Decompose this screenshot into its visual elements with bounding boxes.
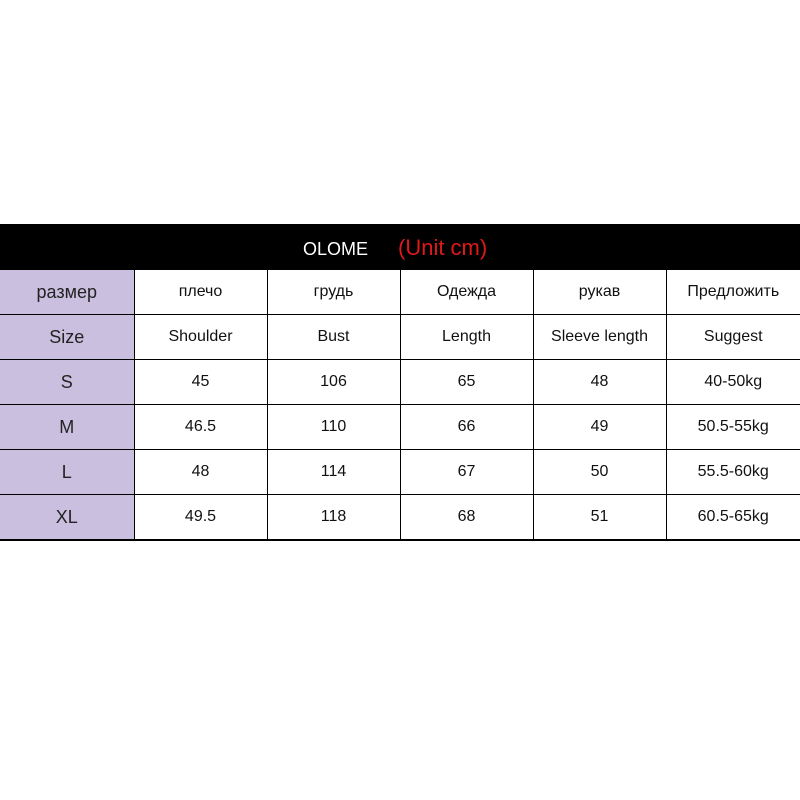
- table-cell: Bust: [267, 315, 400, 360]
- table-cell: 65: [400, 360, 533, 405]
- table-cell: M: [0, 405, 134, 450]
- table-cell: 48: [533, 360, 666, 405]
- table-cell: рукав: [533, 270, 666, 315]
- table-row-size-xl: [0, 495, 800, 541]
- size-table: [0, 270, 800, 541]
- table-cell: 50.5-55kg: [666, 405, 800, 450]
- table-cell: 66: [400, 405, 533, 450]
- table-cell: 49: [533, 405, 666, 450]
- brand-name: OLOME: [303, 239, 369, 259]
- table-cell: Length: [400, 315, 533, 360]
- table-cell: Предложить: [666, 270, 800, 315]
- table-cell: S: [0, 360, 134, 405]
- table-cell: 40-50kg: [666, 360, 800, 405]
- table-cell: 67: [400, 450, 533, 495]
- table-cell: Одежда: [400, 270, 533, 315]
- table-cell: 68: [400, 495, 533, 541]
- title-bar: [0, 224, 800, 270]
- table-row-russian-header: [0, 270, 800, 315]
- table-cell: грудь: [267, 270, 400, 315]
- table-cell: Size: [0, 315, 134, 360]
- table-cell: 50: [533, 450, 666, 495]
- unit-label: (Unit cm): [398, 235, 488, 260]
- table-cell: 60.5-65kg: [666, 495, 800, 541]
- table-cell: Suggest: [666, 315, 800, 360]
- table-cell: 114: [267, 450, 400, 495]
- table-cell: 110: [267, 405, 400, 450]
- table-cell: Shoulder: [134, 315, 267, 360]
- table-cell: 51: [533, 495, 666, 541]
- table-cell: 118: [267, 495, 400, 541]
- table-row-size-m: [0, 405, 800, 450]
- table-cell: 106: [267, 360, 400, 405]
- table-cell: 55.5-60kg: [666, 450, 800, 495]
- table-row-size-l: [0, 450, 800, 495]
- table-cell: плечо: [134, 270, 267, 315]
- table-cell: размер: [0, 270, 134, 315]
- table-row-english-header: [0, 315, 800, 360]
- table-cell: XL: [0, 495, 134, 541]
- table-cell: 45: [134, 360, 267, 405]
- table-cell: 48: [134, 450, 267, 495]
- table-cell: Sleeve length: [533, 315, 666, 360]
- table-cell: 46.5: [134, 405, 267, 450]
- table-cell: L: [0, 450, 134, 495]
- size-chart: [0, 224, 800, 541]
- table-row-size-s: [0, 360, 800, 405]
- table-cell: 49.5: [134, 495, 267, 541]
